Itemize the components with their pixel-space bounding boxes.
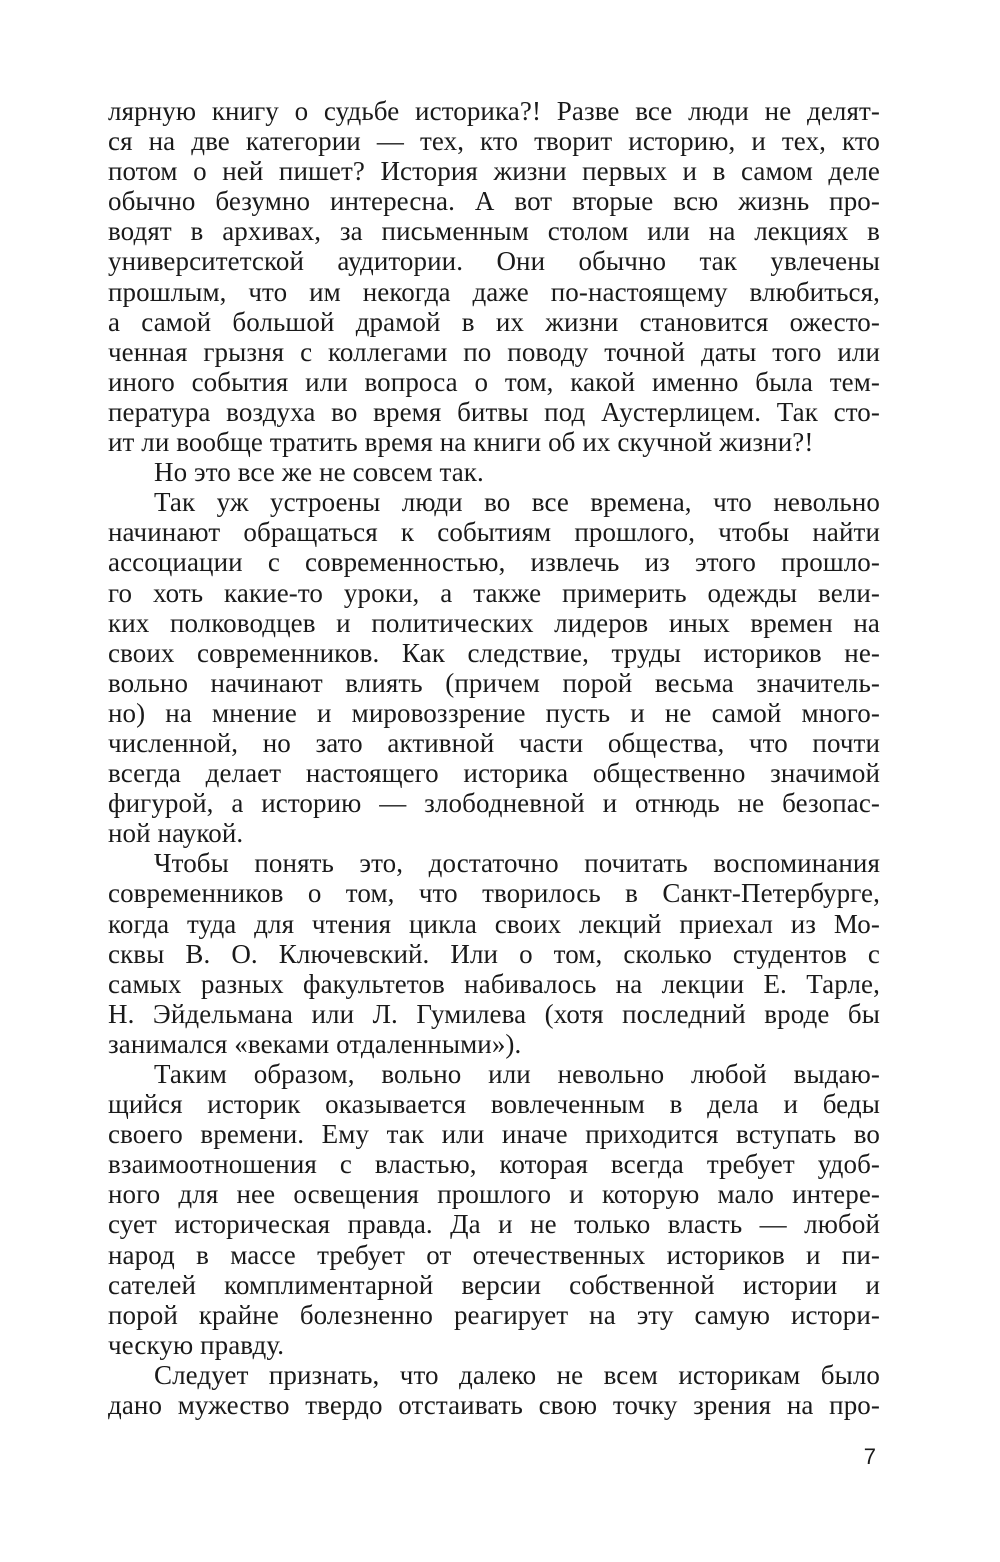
text-line: своих современников. Как следствие, труды историков не- [108, 637, 880, 668]
text-line: лярную книгу о судьбе историка?! Разве все люди не делят- [108, 96, 880, 126]
text-line: а самой большой драмой в их жизни становится ожесто- [108, 306, 880, 337]
text-line: Чтобы понять это, достаточно почитать воспоминания [154, 848, 880, 879]
text-line: Н. Эйдельмана или Л. Гумилева (хотя последний вроде бы [108, 998, 880, 1029]
text-line: водят в архивах, за письменным столом или на лекциях в [108, 216, 880, 247]
text-line: когда туда для чтения цикла своих лекций приехал из Мо- [108, 908, 880, 939]
text-line: ного для нее освещения прошлого и которую мало интере- [108, 1179, 880, 1210]
text-line: щийся историк оказывается вовлеченным в дела и беды [108, 1089, 880, 1120]
text-line: ся на две категории — тех, кто творит историю, и тех, кто [108, 126, 880, 157]
text-line: своего времени. Ему так или иначе приходится вступать во [108, 1119, 880, 1150]
text-line: Следует признать, что далеко не всем историкам было [154, 1359, 880, 1390]
text-line: взаимоотношения с властью, которая всегда требует удоб- [108, 1149, 880, 1180]
text-line: прошлым, что им некогда даже по-настоящему влюбиться, [108, 276, 880, 307]
text-line: самых разных факультетов набивалось на лекции Е. Тарле, [108, 968, 880, 999]
text-line: численной, но зато активной части общества, что почти [108, 727, 880, 758]
text-line: университетской аудитории. Они обычно так увлечены [108, 246, 880, 277]
text-line: пература воздуха во время битвы под Аустерлицем. Так сто- [108, 396, 880, 427]
text-line: начинают обращаться к событиям прошлого, чтобы найти [108, 517, 880, 548]
text-line: всегда делает настоящего историка общественно значимой [108, 758, 880, 789]
text-line: сквы В. О. Ключевский. Или о том, сколько студентов с [108, 938, 880, 969]
text-line: ной наукой. [108, 818, 244, 849]
text-line: вольно начинают влиять (причем порой весьма значитель- [108, 667, 880, 698]
text-line: дано мужество твердо отстаивать свою точку зрения на про- [108, 1390, 880, 1421]
text-line: порой крайне болезненно реагирует на эту самую истори- [108, 1299, 880, 1330]
text-line: го хоть какие-то уроки, а также примерить одежды вели- [108, 577, 880, 608]
text-line: обычно безумно интересна. А вот вторые всю жизнь про- [108, 186, 880, 217]
body-text [108, 96, 880, 1420]
text-line: потом о ней пишет? История жизни первых и в самом деле [108, 156, 880, 187]
text-line: ческую правду. [108, 1329, 285, 1360]
text-line: сателей комплиментарной версии собственной истории и [108, 1269, 880, 1300]
text-line: народ в массе требует от отечественных историков и пи- [108, 1239, 880, 1270]
text-line: Таким образом, вольно или невольно любой выдаю- [154, 1059, 880, 1089]
page-number: 7 [863, 1444, 876, 1469]
text-line: ких полководцев и политических лидеров иных времен на [108, 607, 880, 638]
text-line: иного события или вопроса о том, какой именно была тем- [108, 366, 880, 397]
text-line: современников о том, что творилось в Санкт-Петербурге, [108, 878, 880, 909]
text-line: ит ли вообще тратить время на книги об их скучной жизни?! [108, 427, 814, 458]
text-line: Так уж устроены люди во все времена, что невольно [154, 487, 880, 518]
text-line: но) на мнение и мировоззрение пусть и не самой много- [108, 697, 880, 728]
text-line: ассоциации с современностью, извлечь из этого прошло- [108, 547, 880, 578]
text-line: сует историческая правда. Да и не только власть — любой [108, 1209, 880, 1240]
text-line: занимался «веками отдаленными»). [108, 1028, 522, 1059]
text-line: Но это все же не совсем так. [154, 457, 484, 488]
text-line: ченная грызня с коллегами по поводу точной даты того или [108, 336, 880, 367]
text-line: фигурой, а историю — злободневной и отнюдь не безопас- [108, 788, 880, 819]
